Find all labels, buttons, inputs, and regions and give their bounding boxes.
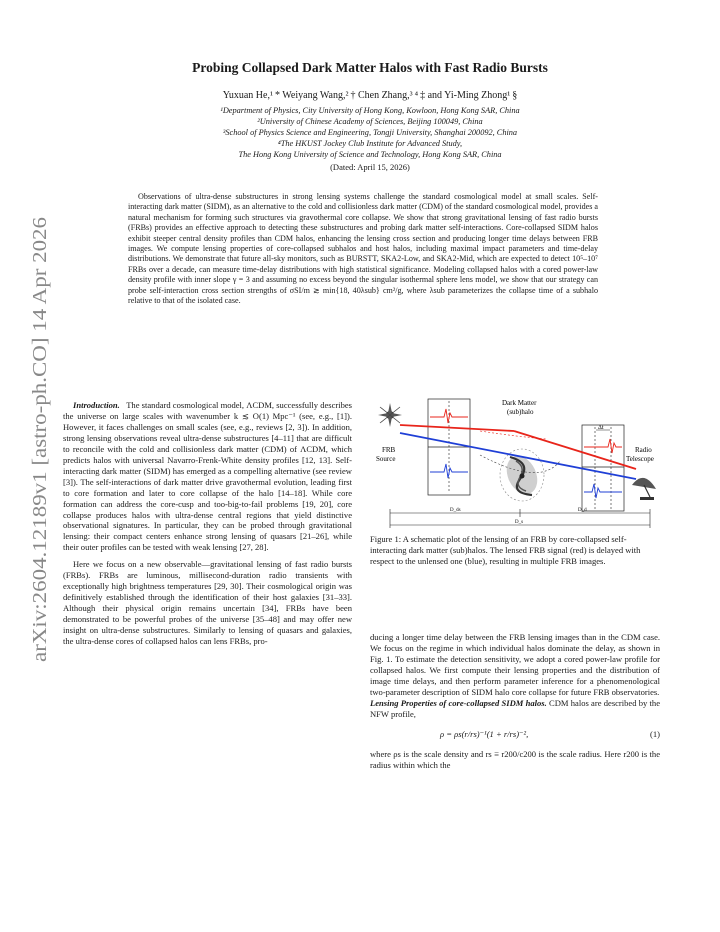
arxiv-identifier-stamp [18,200,58,670]
frb-source-icon [378,403,402,427]
intro-paragraph [63,400,352,553]
equation-1 [370,729,660,740]
equation-number: (1) [650,728,660,739]
left-column [63,400,352,647]
distance-dds-label: D_ds [450,508,461,513]
lensing-schematic [370,397,660,532]
affiliation-4: ⁴The HKUST Jockey Club Institute for Advanced Study, [277,139,463,148]
halo-label-2: (sub)halo [507,408,534,416]
arxiv-stamp-svg [18,200,58,670]
source-label: FRB [382,446,396,454]
affiliation-4-cont: The Hong Kong University of Science and Technology, Hong Kong SAR, China [238,150,502,159]
affiliation-2: ²University of Chinese Academy of Sciences, Beijing 100049, China [257,117,483,126]
halo-label: Dark Matter [502,399,537,407]
source-label-2: Source [376,455,396,463]
abstract: Observations of ultra-dense substructures in strong lensing systems challenge the standard cosmological model at small scales. Self-interacting dark matter (SIDM), as an alternative to the cold and collisionless dark matter (CDM) of the standard cosmological model, provides a natural mechanism for forming such structures via gravothermal core collapse. We show that strong gravitational lensing of fast radio bursts (FRBs) provides an effective approach to detecting these substructures and probing dark matter self-interactions. Core-collapsed SIDM halos exhibit steeper central density profiles than CDM halos, enhancing the lensing cross section and producing longer time delays between FRB images. We compute lensing properties of core-collapsed subhalos and host halos, including maximal impact parameters and time-delay distributions. We demonstrate that future all-sky monitors, such as BURSTT, SKA2-Low, and SKA2-Mid, which are expected to detect 10⁵–10⁷ FRBs over a decade, can measure time-delay distributions with high statistical significance. Modeling collapsed halos with a cored power-law density profile with inner slope γ = 3 and assuming no excess beyond the singular isothermal sphere lens model, we show that our strategy can probe self-interaction cross section strengths of σSI/m ≳ min{18, 40λsub} cm²/g, where λsub parameterizes the collapse time of a subhalo relative to that of the isolated case. [128,192,598,306]
equation-body: ρ = ρs(r/rs)⁻¹(1 + r/rs)⁻², [440,728,529,739]
author-list: Yuxuan He,¹ * Weiyang Wang,² † Chen Zhang,³ ⁴ ‡ and Yi-Ming Zhong¹ § [222,90,518,101]
radio-telescope-icon [632,478,656,500]
affiliation-3: ³School of Physics Science and Engineering, Tongji University, Shanghai 200092, China [222,128,518,137]
right-column-top [370,397,660,567]
distance-scale [390,509,650,528]
paragraph-2: Here we focus on a new observable—gravitational lensing of fast radio bursts (FRBs). FRBs are luminous, millisecond-duration radio transients with exceptionally high brightness temperatures [29, 30]. Their cosmological origin was definitively established through the identification of their host galaxies [31–33]. Although their physical origin remains uncertain [34], FRBs have been demonstrated to be powerful probes of the universe [35–48] and may offer new insight on ultra-dense substructures. Similarly to lensing of quasars and galaxies, the ultra-dense cores of collapsed halos can lens FRBs, pro- [63,559,352,647]
arxiv-id-text: arXiv:2604.12189v1 [astro-ph.CO] 14 Apr 2026 [30,283,51,662]
distance-dd-label: D_d [578,508,587,513]
date-line: (Dated: April 15, 2026) [330,162,410,172]
affiliation-1: ¹Department of Physics, City University of Hong Kong, Kowloon, Hong Kong SAR, China [220,106,520,115]
telescope-label: Radio [635,446,652,454]
intro-heading: Introduction. [73,400,120,410]
paper-header [120,60,620,172]
delay-label: Δt [598,425,604,431]
section-paragraph [370,698,660,720]
figure-1 [370,397,660,532]
telescope-label-2: Telescope [626,455,654,463]
source-signal-panel [428,399,470,495]
intro-text: The standard cosmological model, ΛCDM, successfully describes the universe on large scales with wavenumber k ≲ O(1) Mpc⁻¹ (see, e.g., [1]). However, it faces challenges on small scales (see, e.g., reviews [2, 3]). In addition, strong lensing observations reveal ultra-dense substructures [4–11] that are difficult to reconcile with the cold and collisionless dark matter (CDM) of ΛCDM, which predicts halos with universal Navarro-Frenk-White density profiles [12, 13]. Self-interacting dark matter (SIDM) has emerged as a compelling alternative (see review [3]). The self-interactions of dark matter drive gravothermal evolution, leading first to core formation and later to core collapse of the halo [14–18]. While core formation can address the core-cusp and too-big-to-fail problems [19, 20], core collapse produces halos with ultra-dense central regions that yield distinctive observational signatures. In particular, they can be probed through gravitational lensing: their compact centers enhance strong lensing of quasars [21–26], while their outer profiles can be tested with weak lensing [27, 28]. [63,400,352,553]
section-text: CDM halos are described by the NFW profile, [370,697,660,719]
after-equation-paragraph: where ρs is the scale density and rs ≡ r200/c200 is the scale radius. Here r200 is the radius within which the [370,748,660,770]
figure-caption: Figure 1: A schematic plot of the lensing of an FRB by core-collapsed self-interacting dark matter (sub)halos. The lensed FRB signal (red) is delayed with respect to the unlensed one (blue), resulting in multiple FRB images. [370,534,641,566]
distance-ds-label: D_s [515,520,524,525]
section-heading: Lensing Properties of core-collapsed SIDM halos. [370,697,547,708]
paper-title: Probing Collapsed Dark Matter Halos with Fast Radio Bursts [192,60,548,75]
telescope-signal-panel [582,425,624,511]
right-column-body [370,632,660,770]
continuation-paragraph: ducing a longer time delay between the FRB lensing images than in the CDM case. We focus on the regime in which individual halos dominate the delay, as shown in Fig. 1. To estimate the detection sensitivity, we adopt a cored power-law profile for collapsed halos. We first compute their lensing properties and the distribution of image time delays, and then perform parameter inference for a phenomenological two-parameter description of SIDM halo core collapse for future FRB observatories. [370,632,660,697]
